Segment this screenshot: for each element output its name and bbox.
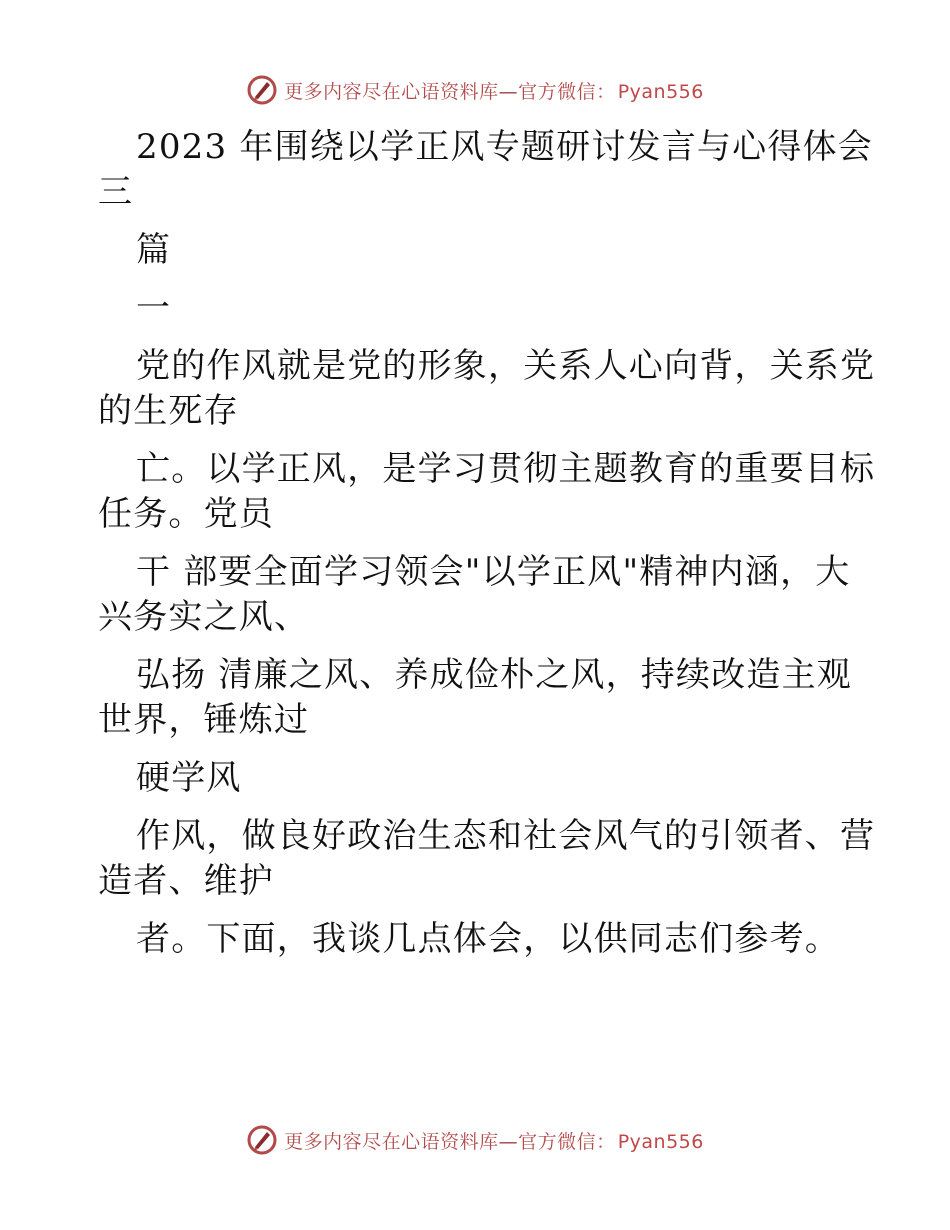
watermark-label: 官方微信： <box>518 1130 616 1153</box>
header-watermark <box>0 72 950 108</box>
paragraph-line: 世界，锤炼过 <box>98 700 310 740</box>
document-body <box>98 125 876 962</box>
paragraph-line: 任务。党员 <box>98 494 274 534</box>
watermark-text: 更多内容尽在心语资料库 <box>284 1130 499 1153</box>
paragraph-line: 亡。以学正风，是学习贯彻主题教育的重要目标 <box>136 449 876 489</box>
paragraph-line: 造者、维护 <box>98 861 274 901</box>
paragraph-line: 硬学风 <box>136 758 242 798</box>
footer-watermark <box>0 1122 950 1158</box>
paragraph-line: 党的作风就是党的形象，关系人心向背，关系党 <box>136 346 876 386</box>
paragraph-line: 弘扬 清廉之风、养成俭朴之风，持续改造主观 <box>136 655 853 695</box>
document-title-line: 2023 年围绕以学正风专题研讨发言与心得体会 <box>136 127 873 167</box>
paragraph-line: 兴务实之风、 <box>98 597 310 637</box>
watermark-label: 官方微信： <box>518 80 616 103</box>
watermark-separator: — <box>498 80 519 103</box>
watermark-separator: — <box>498 1130 519 1153</box>
pen-nib-logo-icon <box>246 74 278 106</box>
document-title-continuation: 三 <box>98 172 134 212</box>
section-label-one: 一 <box>136 288 172 328</box>
paragraph-line: 者。下面，我谈几点体会，以供同志们参考。 <box>136 919 840 959</box>
section-label-pian: 篇 <box>136 230 172 270</box>
watermark-id: Pyan556 <box>617 1130 704 1153</box>
pen-nib-logo-icon <box>246 1124 278 1156</box>
paragraph-line: 的生死存 <box>98 391 239 431</box>
paragraph-line: 干 部要全面学习领会"以学正风"精神内涵，大 <box>136 552 851 592</box>
watermark-id: Pyan556 <box>617 80 704 103</box>
watermark-text: 更多内容尽在心语资料库 <box>284 80 499 103</box>
paragraph-line: 作风，做良好政治生态和社会风气的引领者、营 <box>136 816 876 856</box>
